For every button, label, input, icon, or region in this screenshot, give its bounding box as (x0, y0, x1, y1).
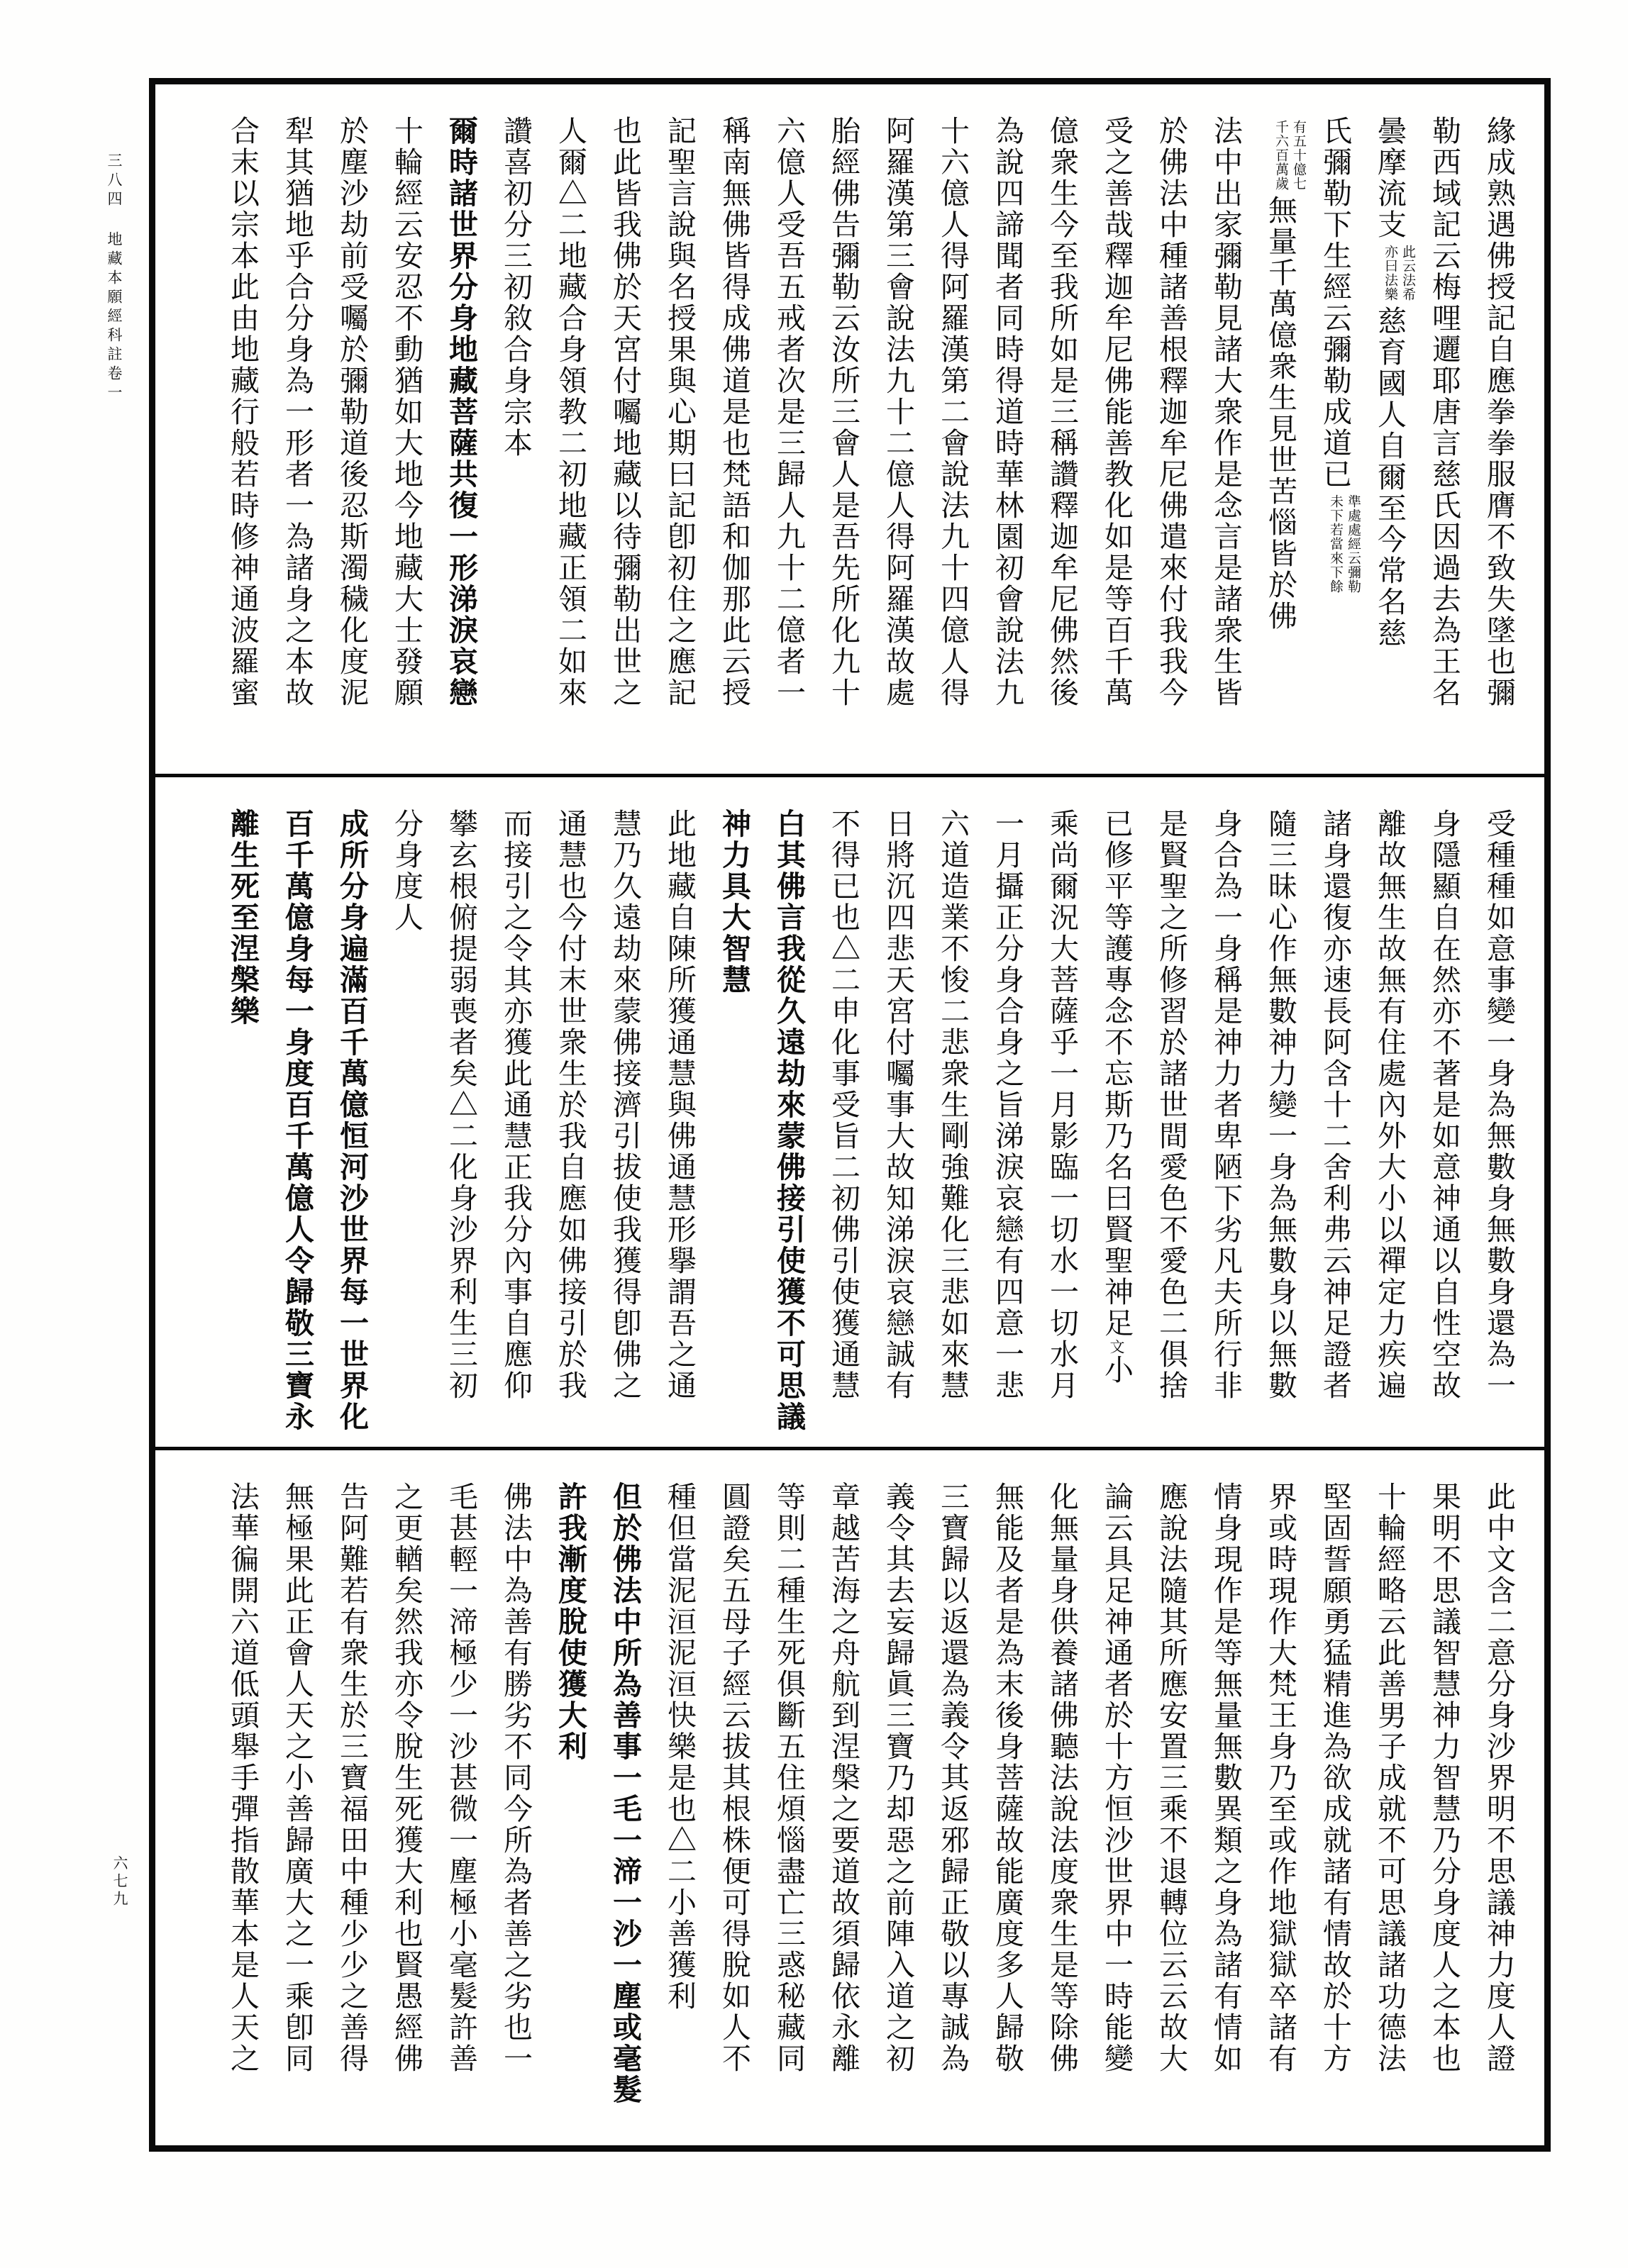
commentary-text-column: 界或時現作大梵王身乃至或作地獄獄卒諸有 (1264, 1482, 1297, 2074)
interlinear-note (1272, 120, 1307, 191)
commentary-text-column: 人爾△二地藏合身領教二初地藏正領二如來 (554, 116, 587, 708)
register-lower (155, 1447, 1544, 2145)
commentary-text-column: 佛法中為善有勝劣不同今所為者善之劣也一 (499, 1482, 532, 2074)
commentary-text-column: 離故無生故無有住處內外大小以禪定力疾遍 (1373, 808, 1406, 1401)
commentary-text-column: 已修平等護專念不忘斯乃名曰賢聖神足文小 (1100, 808, 1133, 1386)
commentary-text-column: 稱南無佛皆得成佛道是也梵語和伽那此云授 (718, 116, 751, 708)
commentary-text-column: 毛甚輕一渧極少一沙甚微一塵極小毫髮許善 (445, 1482, 477, 2074)
commentary-text-column: 圓證矣五母子經云拔其根株便可得脫如人不 (718, 1482, 751, 2074)
commentary-text-column: 身合為一身稱是神力者卑陋下劣凡夫所行非 (1209, 808, 1242, 1401)
commentary-text-column: 讚喜初分三初敘合身宗本 (499, 116, 532, 459)
commentary-text-column: 是賢聖之所修習於諸世間愛色不愛色二俱捨 (1155, 808, 1187, 1401)
commentary-text-column: 記聖言說與名授果與心期曰記卽初住之應記 (663, 116, 696, 708)
commentary-text-column: 犁其猶地乎合分身為一形者一為諸身之本故 (281, 116, 314, 708)
commentary-text-column: 於塵沙劫前受囑於彌勒道後忍斯濁穢化度泥 (336, 116, 368, 708)
commentary-text-column: 乘尚爾況大菩薩乎一月影臨一切水一切水月 (1046, 808, 1078, 1401)
commentary-text-column: 氏彌勒下生經云彌勒成道已 準處處經云彌勒 未下若當來下餘 (1319, 116, 1361, 594)
margin-folio-number: 三八四 (106, 152, 123, 210)
sutra-text-column: 白其佛言我從久遠劫來蒙佛接引使獲不可思議 (773, 808, 805, 1433)
interlinear-small-char: 文 (1108, 1339, 1125, 1355)
commentary-text-column: 六道造業不悛二悲衆生剛強難化三悲如來慧 (936, 808, 969, 1401)
commentary-text-column: 也此皆我佛於天宮付囑地藏以待彌勒出世之 (609, 116, 641, 708)
sutra-text-column: 離生死至涅槃樂 (226, 808, 259, 1027)
commentary-text-column: 諸身還復亦速長阿含十二舍利弗云神足證者 (1319, 808, 1351, 1401)
commentary-text-column: 種但當泥洹泥洹快樂是也△二小善獲利 (663, 1482, 696, 2012)
sutra-text-column: 神力具大智慧 (718, 808, 751, 996)
interlinear-note-line: 此云法希 (1400, 245, 1415, 301)
commentary-text-column: 無能及者是為末後身菩薩故能廣度多人歸敬 (991, 1482, 1024, 2074)
commentary-text-column: 通慧也今付末世衆生於我自應如佛接引於我 (554, 808, 587, 1401)
commentary-text-column: 曇摩流支 此云法希 亦曰法樂 慈育國人自爾至今常名慈 (1373, 116, 1415, 649)
commentary-text-column: 告阿難若有衆生於三寶福田中種少少之善得 (336, 1482, 368, 2074)
commentary-text-column: 攀玄根俯提弱喪者矣△二化身沙界利生三初 (445, 808, 477, 1401)
commentary-text-column: 身隱顯自在然亦不著是如意神通以自性空故 (1428, 808, 1461, 1401)
commentary-text-column: 緣成熟遇佛授記自應拳拳服膺不致失墜也彌 (1483, 116, 1515, 708)
sutra-text-column: 成所分身遍滿百千萬億恒河沙世界每一世界化 (336, 808, 368, 1433)
interlinear-note-line: 千六百萬歲 (1273, 120, 1288, 191)
commentary-text-column: 三寶歸以返還為義令其返邪歸正敬以專誠為 (936, 1482, 969, 2074)
commentary-text-column: 十六億人得阿羅漢第二會說法九十四億人得 (936, 116, 969, 708)
commentary-text-column: 分身度人 (390, 808, 423, 933)
commentary-text-column: 十輪經略云此善男子成就不可思議諸功德法 (1373, 1482, 1406, 2074)
commentary-text-column: 億衆生今至我所如是三稱讚釋迦牟尼佛然後 (1046, 116, 1078, 708)
interlinear-note-line: 準處處經云彌勒 (1346, 494, 1361, 594)
commentary-text-column: 於佛法中種諸善根釋迦牟尼佛遣來付我我今 (1155, 116, 1187, 708)
sutra-text-column: 許我漸度脫使獲大利 (554, 1482, 587, 1762)
commentary-text-column: 合末以宗本此由地藏行般若時修神通波羅蜜 (226, 116, 259, 708)
commentary-text-column: 日將沉四悲天宮付囑事大故知涕淚哀戀誠有 (882, 808, 914, 1401)
sutra-text-column: 爾時諸世界分身地藏菩薩共復一形涕淚哀戀 (445, 116, 477, 708)
margin-running-title: 地藏本願經科註卷一 (106, 231, 123, 404)
commentary-text-column: 法中出家彌勒見諸大衆作是念言是諸衆生皆 (1209, 116, 1242, 708)
commentary-text-column: 此地藏自陳所獲通慧與佛通慧形擧謂吾之通 (663, 808, 696, 1401)
commentary-text-column: 章越苦海之舟航到涅槃之要道故須歸依永離 (827, 1482, 860, 2074)
text-frame (149, 78, 1551, 2152)
commentary-text-column: 而接引之令其亦獲此通慧正我分內事自應仰 (499, 808, 532, 1401)
commentary-text-column: 隨三昧心作無數神力變一身為無數身以無數 (1264, 808, 1297, 1401)
commentary-text-column: 無極果此正會人天之小善歸廣大之一乘卽同 (281, 1482, 314, 2074)
commentary-text-column: 為說四諦聞者同時得道時華林園初會說法九 (991, 116, 1024, 708)
commentary-text-column: 化無量身供養諸佛聽法說法度衆生是等除佛 (1046, 1482, 1078, 2074)
interlinear-note-line: 未下若當來下餘 (1328, 494, 1343, 594)
commentary-text-column: 之更輶矣然我亦令脫生死獲大利也賢愚經佛 (390, 1482, 423, 2074)
commentary-text-column: 六億人受吾五戒者次是三歸人九十二億者一 (773, 116, 805, 708)
register-upper (155, 84, 1544, 774)
commentary-text-column: 義令其去妄歸眞三寶乃却惡之前陣入道之初 (882, 1482, 914, 2074)
interlinear-note (1381, 245, 1417, 301)
commentary-text-column: 受之善哉釋迦牟尼佛能善教化如是等百千萬 (1100, 116, 1133, 708)
sutra-text-column: 百千萬億身每一身度百千萬億人令歸敬三寶永 (281, 808, 314, 1433)
page-number: 六七九 (111, 1855, 128, 1908)
commentary-text-column: 等則二種生死俱斷五住煩惱盡亡三惑秘藏同 (773, 1482, 805, 2074)
commentary-text-column: 有五十億七 千六百萬歲 無量千萬億衆生見世苦惱皆於佛 (1264, 120, 1306, 632)
margin-label (104, 152, 125, 404)
commentary-text-column: 一月攝正分身合身之旨涕淚哀戀有四意一悲 (991, 808, 1024, 1401)
commentary-text-column: 胎經佛告彌勒云汝所三會人是吾先所化九十 (827, 116, 860, 708)
commentary-text-column: 果明不思議智慧神力智慧乃分身度人之本也 (1428, 1482, 1461, 2074)
commentary-text-column: 論云具足神通者於十方恒沙世界中一時能變 (1100, 1482, 1133, 2074)
commentary-text-column: 阿羅漢第三會說法九十二億人得阿羅漢故處 (882, 116, 914, 708)
commentary-text-column: 不得已也△二申化事受旨二初佛引使獲通慧 (827, 808, 860, 1401)
commentary-text-column: 勒西域記云梅哩邐耶唐言慈氏因過去為王名 (1428, 116, 1461, 708)
commentary-text-column: 堅固誓願勇猛精進為欲成就諸有情故於十方 (1319, 1482, 1351, 2074)
commentary-text-column: 應說法隨其所應安置三乘不退轉位云云故大 (1155, 1482, 1187, 2074)
sutra-text-column: 但於佛法中所為善事一毛一渧一沙一塵或毫髮 (609, 1482, 641, 2106)
register-middle (155, 774, 1544, 1447)
commentary-text-column: 慧乃久遠劫來蒙佛接濟引拔使我獲得卽佛之 (609, 808, 641, 1401)
commentary-text-column: 十輪經云安忍不動猶如大地今地藏大士發願 (390, 116, 423, 708)
interlinear-note-line: 亦曰法樂 (1383, 245, 1397, 301)
commentary-text-column: 受種種如意事變一身為無數身無數身還為一 (1483, 808, 1515, 1401)
commentary-text-column: 此中文含二意分身沙界明不思議神力度人證 (1483, 1482, 1515, 2074)
commentary-text-column: 情身現作是等無量無數異類之身為諸有情如 (1209, 1482, 1242, 2074)
commentary-text-column: 法華徧開六道低頭舉手彈指散華本是人天之 (226, 1482, 259, 2074)
interlinear-note-line: 有五十億七 (1291, 120, 1306, 191)
interlinear-note (1327, 494, 1362, 594)
